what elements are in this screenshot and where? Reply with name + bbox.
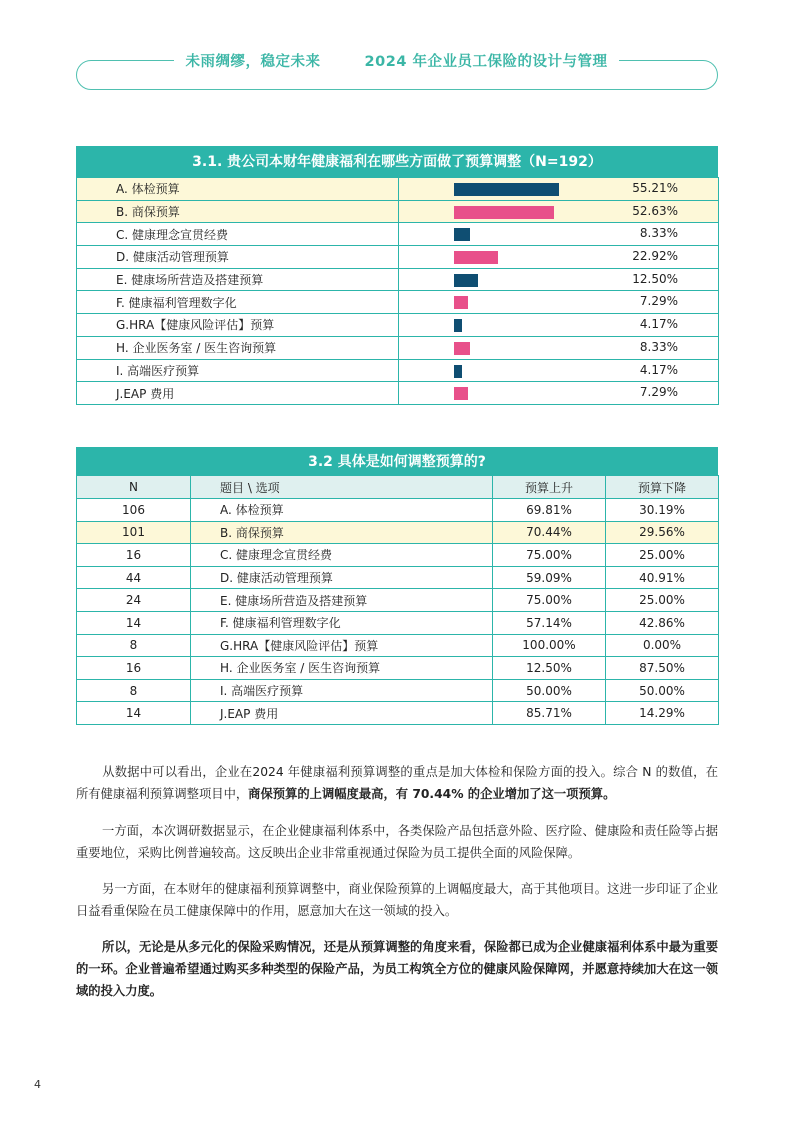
percentage-value: 55.21%: [632, 181, 678, 195]
table1-row: [77, 200, 719, 223]
percentage-value: 8.33%: [639, 339, 678, 354]
paragraph-3: [76, 878, 718, 922]
row-label: D. 健康活动管理预算: [77, 246, 399, 269]
up-cell: 75.00%: [493, 589, 606, 612]
row-label: C. 健康理念宣贯经费: [77, 223, 399, 246]
down-cell: 14.29%: [606, 702, 719, 725]
down-cell: 25.00%: [606, 544, 719, 567]
table2-row: [77, 521, 719, 544]
row-label: A. 体检预算: [77, 178, 399, 201]
table2-title: 3.2 具体是如何调整预算的?: [76, 447, 718, 475]
option-cell: I. 高端医疗预算: [191, 679, 493, 702]
table2-row: [77, 611, 719, 634]
down-cell: 0.00%: [606, 634, 719, 657]
up-cell: 85.71%: [493, 702, 606, 725]
table1-row: [77, 178, 719, 201]
table1-row: [77, 359, 719, 382]
percentage-value: 22.92%: [632, 249, 678, 264]
value-bar: [454, 296, 468, 309]
bar-cell: [399, 336, 719, 359]
table1-title: 3.1. 贵公司本财年健康福利在哪些方面做了预算调整（N=192）: [76, 146, 718, 177]
value-bar: [454, 319, 462, 332]
option-cell: D. 健康活动管理预算: [191, 566, 493, 589]
up-cell: 12.50%: [493, 657, 606, 680]
down-cell: 40.91%: [606, 566, 719, 589]
up-cell: 59.09%: [493, 566, 606, 589]
table1-row: [77, 314, 719, 337]
up-cell: 70.44%: [493, 521, 606, 544]
option-cell: C. 健康理念宣贯经费: [191, 544, 493, 567]
n-cell: 8: [77, 634, 191, 657]
table2-row: [77, 589, 719, 612]
value-bar: [454, 183, 559, 196]
option-cell: J.EAP 费用: [191, 702, 493, 725]
row-label: B. 商保预算: [77, 200, 399, 223]
paragraph-2: [76, 820, 718, 864]
paragraph-4: [76, 936, 718, 1002]
p2-text: 一方面，本次调研数据显示，在企业健康福利体系中，各类保险产品包括意外险、医疗险、健康险和责任险等占据重要地位，采购比例普遍较高。这反映出企业非常重视通过保险为员工提供全面的风险保障。: [76, 824, 718, 860]
percentage-value: 8.33%: [639, 226, 678, 241]
header-doc-title: 2024 年企业员工保险的设计与管理: [364, 54, 608, 70]
table1-row: [77, 268, 719, 291]
n-cell: 16: [77, 657, 191, 680]
percentage-value: 7.29%: [639, 294, 678, 309]
table2-row: [77, 544, 719, 567]
n-cell: 8: [77, 679, 191, 702]
up-cell: 57.14%: [493, 611, 606, 634]
p3-text: 另一方面，在本财年的健康福利预算调整中，商业保险预算的上调幅度最大，高于其他项目。这进一步印证了企业日益看重保险在员工健康保障中的作用，愿意加大在这一领域的投入。: [76, 882, 718, 918]
n-cell: 24: [77, 589, 191, 612]
bar-cell: [399, 291, 719, 314]
up-cell: 69.81%: [493, 499, 606, 522]
down-cell: 42.86%: [606, 611, 719, 634]
percentage-value: 52.63%: [632, 203, 678, 218]
bar-cell: [399, 223, 719, 246]
percentage-value: 12.50%: [632, 271, 678, 286]
up-cell: 100.00%: [493, 634, 606, 657]
table2-row: [77, 566, 719, 589]
budget-areas-table: [76, 146, 718, 405]
bar-cell: [399, 382, 719, 405]
option-cell: H. 企业医务室 / 医生咨询预算: [191, 657, 493, 680]
row-label: J.EAP 费用: [77, 382, 399, 405]
option-cell: B. 商保预算: [191, 521, 493, 544]
n-cell: 106: [77, 499, 191, 522]
down-cell: 50.00%: [606, 679, 719, 702]
option-cell: E. 健康场所营造及搭建预算: [191, 589, 493, 612]
down-cell: 30.19%: [606, 499, 719, 522]
n-cell: 14: [77, 702, 191, 725]
down-cell: 29.56%: [606, 521, 719, 544]
option-cell: F. 健康福利管理数字化: [191, 611, 493, 634]
value-bar: [454, 251, 498, 264]
value-bar: [454, 365, 462, 378]
row-label: H. 企业医务室 / 医生咨询预算: [77, 336, 399, 359]
running-header: [0, 50, 793, 71]
col-up-header: 预算上升: [493, 476, 606, 499]
row-label: I. 高端医疗预算: [77, 359, 399, 382]
p4-bold: 所以，无论是从多元化的保险采购情况，还是从预算调整的角度来看，保险都已成为企业健康福利体系中最为重要的一环。企业普遍希望通过购买多种类型的保险产品，为员工构筑全方位的健康风险保障网，并愿意持续加大在这一领域的投入力度。: [76, 940, 718, 998]
table2-row: [77, 657, 719, 680]
table2-row: [77, 679, 719, 702]
down-cell: 87.50%: [606, 657, 719, 680]
p1-bold: 商保预算的上调幅度最高，有 70.44% 的企业增加了这一项预算。: [248, 787, 616, 801]
value-bar: [454, 274, 478, 287]
table1-row: [77, 336, 719, 359]
option-cell: G.HRA【健康风险评估】预算: [191, 634, 493, 657]
table2-row: [77, 702, 719, 725]
table1-row: [77, 246, 719, 269]
n-cell: 101: [77, 521, 191, 544]
n-cell: 44: [77, 566, 191, 589]
table2-row: [77, 499, 719, 522]
up-cell: 50.00%: [493, 679, 606, 702]
table1-row: [77, 382, 719, 405]
bar-cell: [399, 178, 719, 201]
budget-direction-table: [76, 447, 718, 725]
n-cell: 16: [77, 544, 191, 567]
row-label: E. 健康场所营造及搭建预算: [77, 268, 399, 291]
row-label: F. 健康福利管理数字化: [77, 291, 399, 314]
table2-row: [77, 634, 719, 657]
table1-row: [77, 291, 719, 314]
table1-row: [77, 223, 719, 246]
page-number: 4: [34, 1078, 41, 1091]
value-bar: [454, 206, 554, 219]
p1-text: 从数据中可以看出，企业在2024 年健康福利预算调整的重点是加大体检和保险方面的投入。综合 N 的数值，在所有健康福利预算调整项目中，: [76, 765, 718, 801]
bar-cell: [399, 200, 719, 223]
value-bar: [454, 228, 470, 241]
paragraph-1: [76, 761, 718, 805]
bar-cell: [399, 246, 719, 269]
n-cell: 14: [77, 611, 191, 634]
up-cell: 75.00%: [493, 544, 606, 567]
col-option-header: 题目 \ 选项: [191, 476, 493, 499]
row-label: G.HRA【健康风险评估】预算: [77, 314, 399, 337]
value-bar: [454, 342, 470, 355]
col-down-header: 预算下降: [606, 476, 719, 499]
down-cell: 25.00%: [606, 589, 719, 612]
header-slogan: 未雨绸缪，稳定未来: [185, 54, 321, 70]
bar-cell: [399, 268, 719, 291]
table2-header-row: [77, 476, 719, 499]
value-bar: [454, 387, 468, 400]
percentage-value: 4.17%: [639, 317, 678, 332]
option-cell: A. 体检预算: [191, 499, 493, 522]
percentage-value: 7.29%: [639, 385, 678, 400]
bar-cell: [399, 314, 719, 337]
bar-cell: [399, 359, 719, 382]
col-n-header: N: [77, 476, 191, 499]
percentage-value: 4.17%: [639, 362, 678, 377]
